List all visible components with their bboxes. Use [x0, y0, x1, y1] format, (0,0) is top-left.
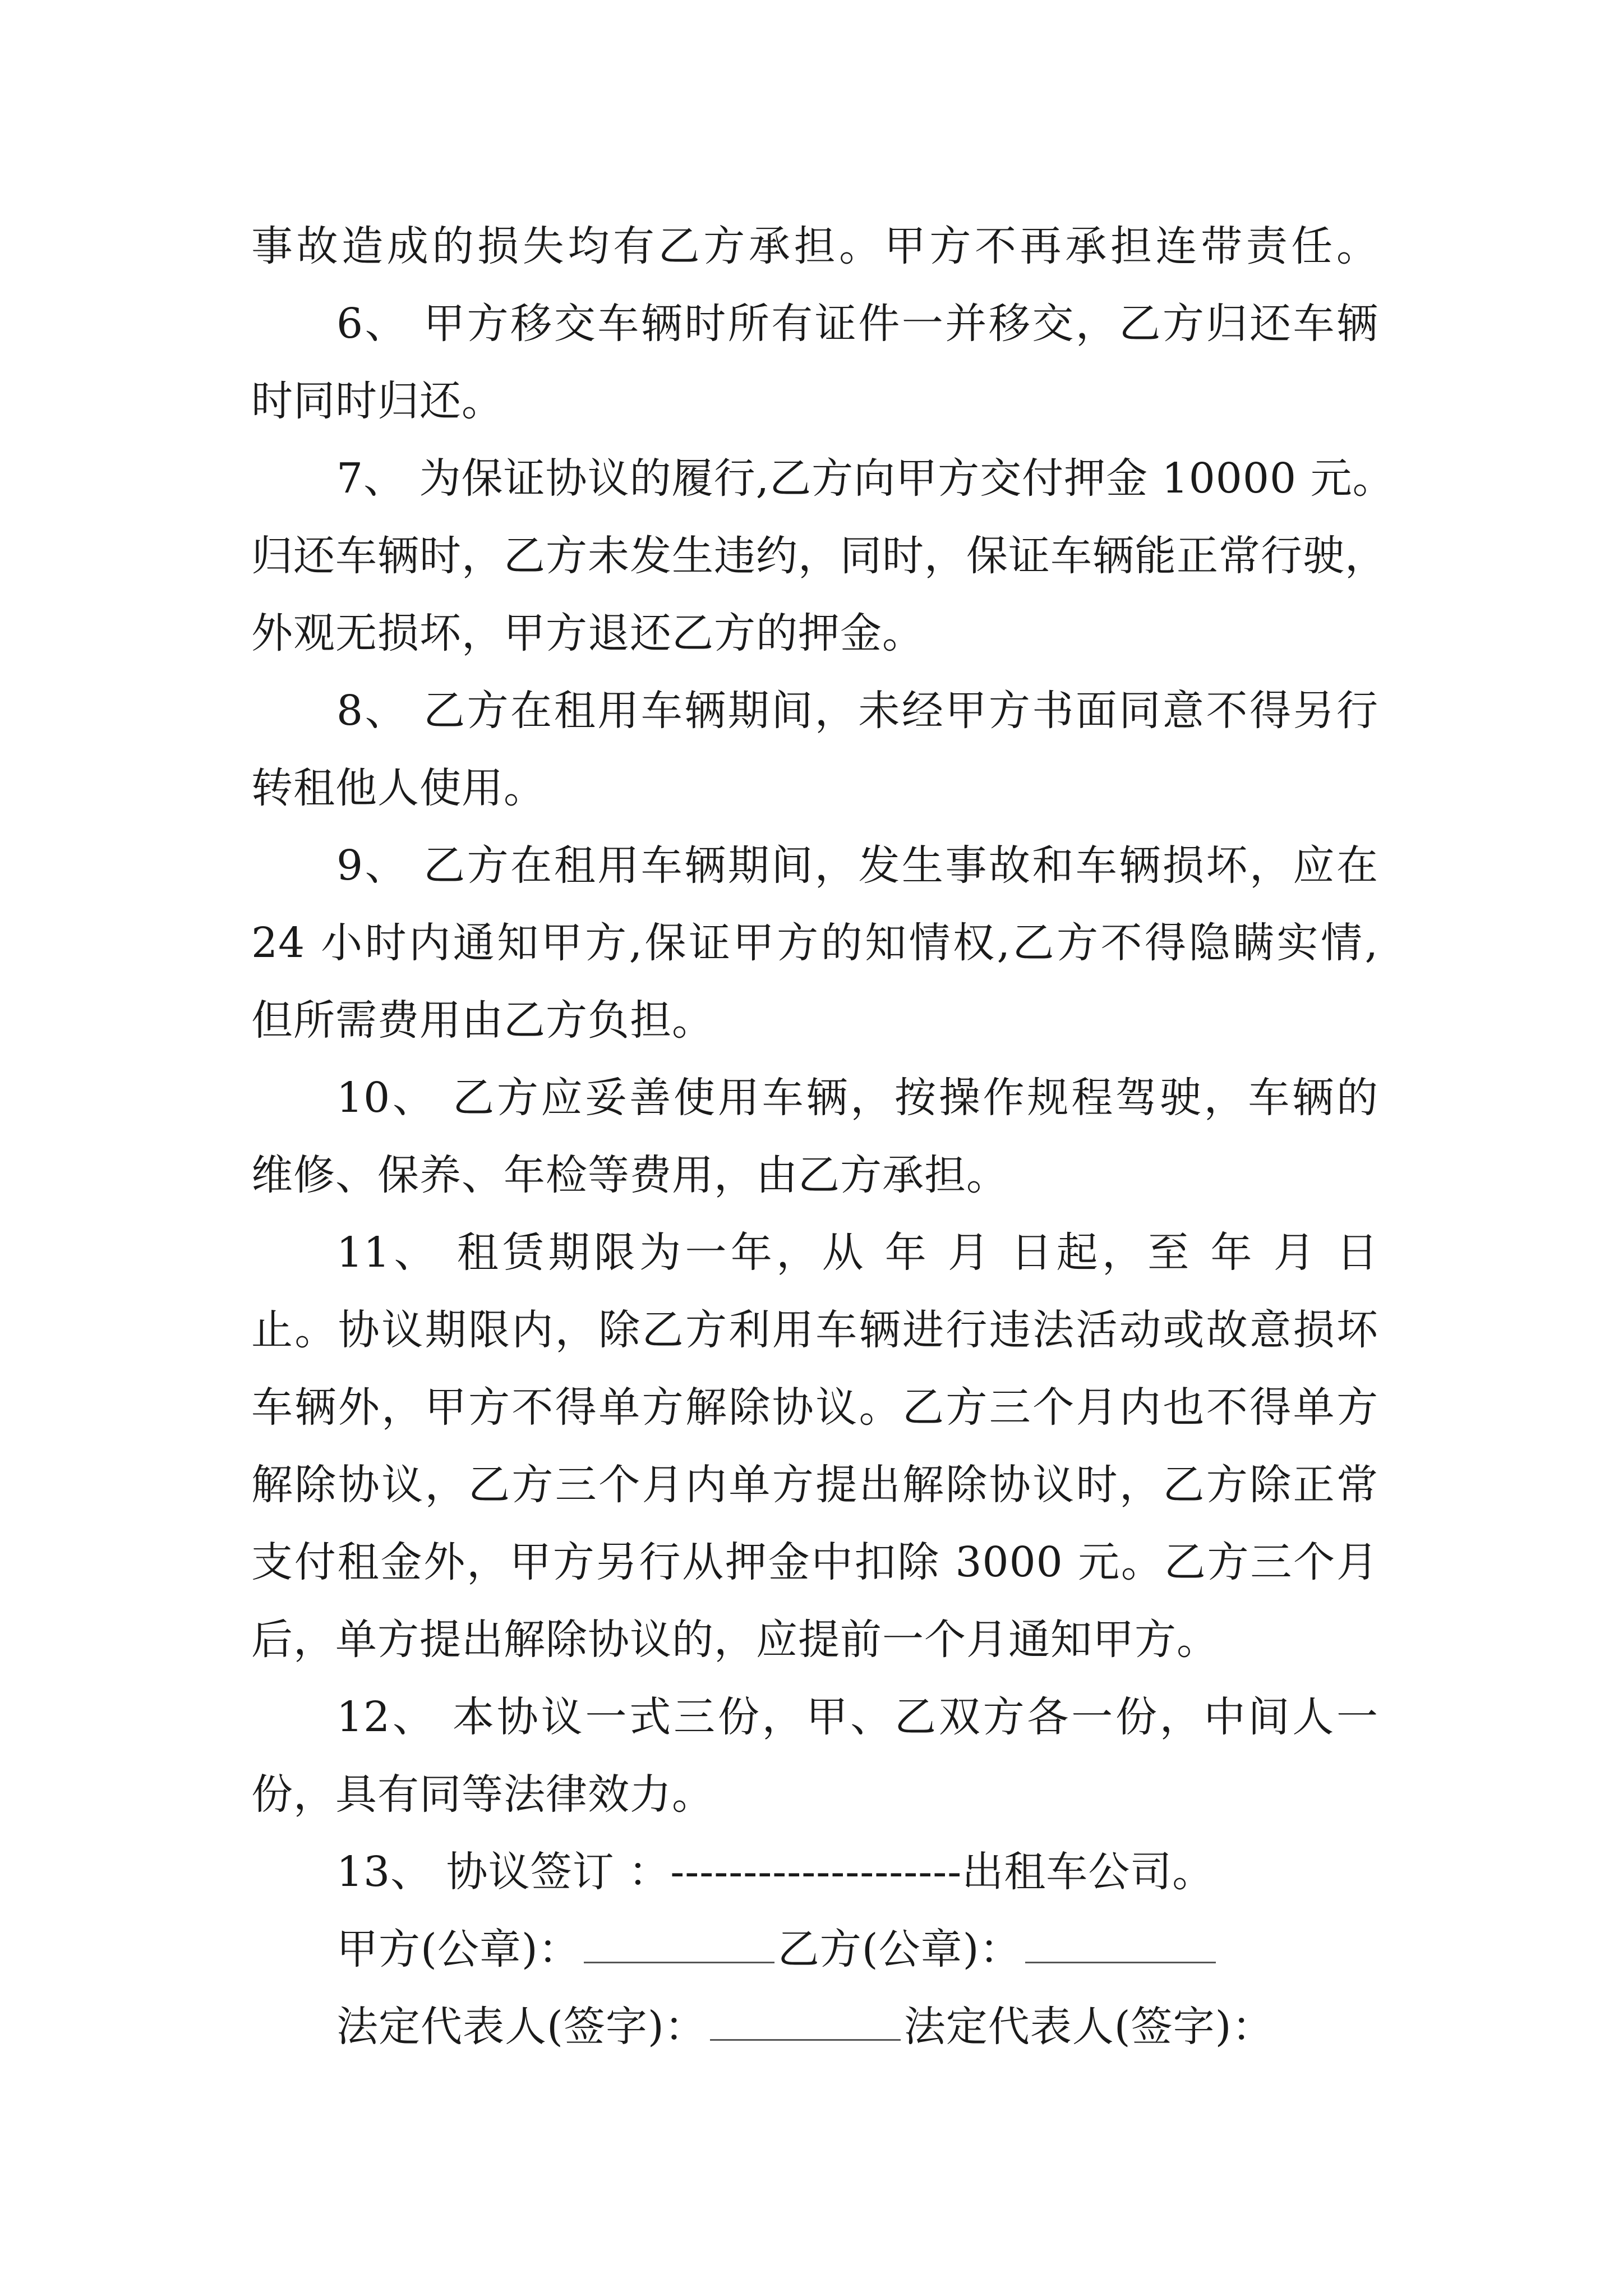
party-a-representative-label: 法定代表人(签字)：	[336, 2003, 707, 2051]
text-line: 转租他人使用。	[251, 764, 546, 812]
sign-row-representative	[251, 1988, 1378, 2065]
text-line: 车辆外，甲方不得单方解除协议。乙方三个月内也不得单方	[251, 1383, 1378, 1432]
text-line: 止。协议期限内，除乙方利用车辆进行违法活动或故意损坏	[251, 1306, 1378, 1354]
text-line: 解除协议，乙方三个月内单方提出解除协议时，乙方除正常	[251, 1461, 1378, 1509]
text-line: 份，具有同等法律效力。	[251, 1770, 714, 1819]
party-b-representative-label: 法定代表人(签字)：	[903, 2003, 1274, 2051]
party-b-seal-blank	[1025, 1928, 1216, 1963]
party-a-seal-blank	[584, 1928, 774, 1963]
text-line: 维修、保养、年检等费用，由乙方承担。	[251, 1151, 1008, 1199]
text-line: 24 小时内通知甲方,保证甲方的知情权,乙方不得隐瞒实情,	[251, 919, 1378, 967]
text-line: 后，单方提出解除协议的，应提前一个月通知甲方。	[251, 1616, 1219, 1664]
text-line: 7、 为保证协议的履行,乙方向甲方交付押金 10000 元。	[336, 454, 1395, 503]
text-line: 但所需费用由乙方负担。	[251, 996, 714, 1045]
text-line: 11、 租赁期限为一年，从 年 月 日起，至 年 月 日	[336, 1228, 1378, 1277]
text-line: 10、 乙方应妥善使用车辆，按操作规程驾驶，车辆的	[336, 1074, 1378, 1122]
sign-row-seal	[251, 1911, 1378, 1988]
text-line: 12、 本协议一式三份，甲、乙双方各一份，中间人一	[336, 1693, 1378, 1741]
text-line: 归还车辆时，乙方未发生违约，同时，保证车辆能正常行驶，	[251, 532, 1387, 580]
text-line: 外观无损坏，甲方退还乙方的押金。	[251, 609, 924, 657]
text-line: 13、 协议签订 ：--------------------出租车公司。	[336, 1848, 1215, 1896]
text-line: 8、 乙方在租用车辆期间，未经甲方书面同意不得另行	[336, 687, 1378, 735]
text-line: 6、 甲方移交车辆时所有证件一并移交，乙方归还车辆	[336, 300, 1378, 348]
text-line: 9、 乙方在租用车辆期间，发生事故和车辆损坏，应在	[336, 841, 1378, 890]
party-b-seal-label: 乙方(公章)：	[777, 1925, 1022, 1973]
text-line: 支付租金外，甲方另行从押金中扣除 3000 元。乙方三个月	[251, 1538, 1378, 1586]
document-body	[251, 208, 1395, 2065]
party-a-representative-blank	[710, 2005, 901, 2041]
text-line: 时同时归还。	[251, 377, 504, 425]
party-a-seal-label: 甲方(公章)：	[336, 1925, 580, 1973]
text-line: 事故造成的损失均有乙方承担。甲方不再承担连带责任。	[251, 222, 1378, 270]
